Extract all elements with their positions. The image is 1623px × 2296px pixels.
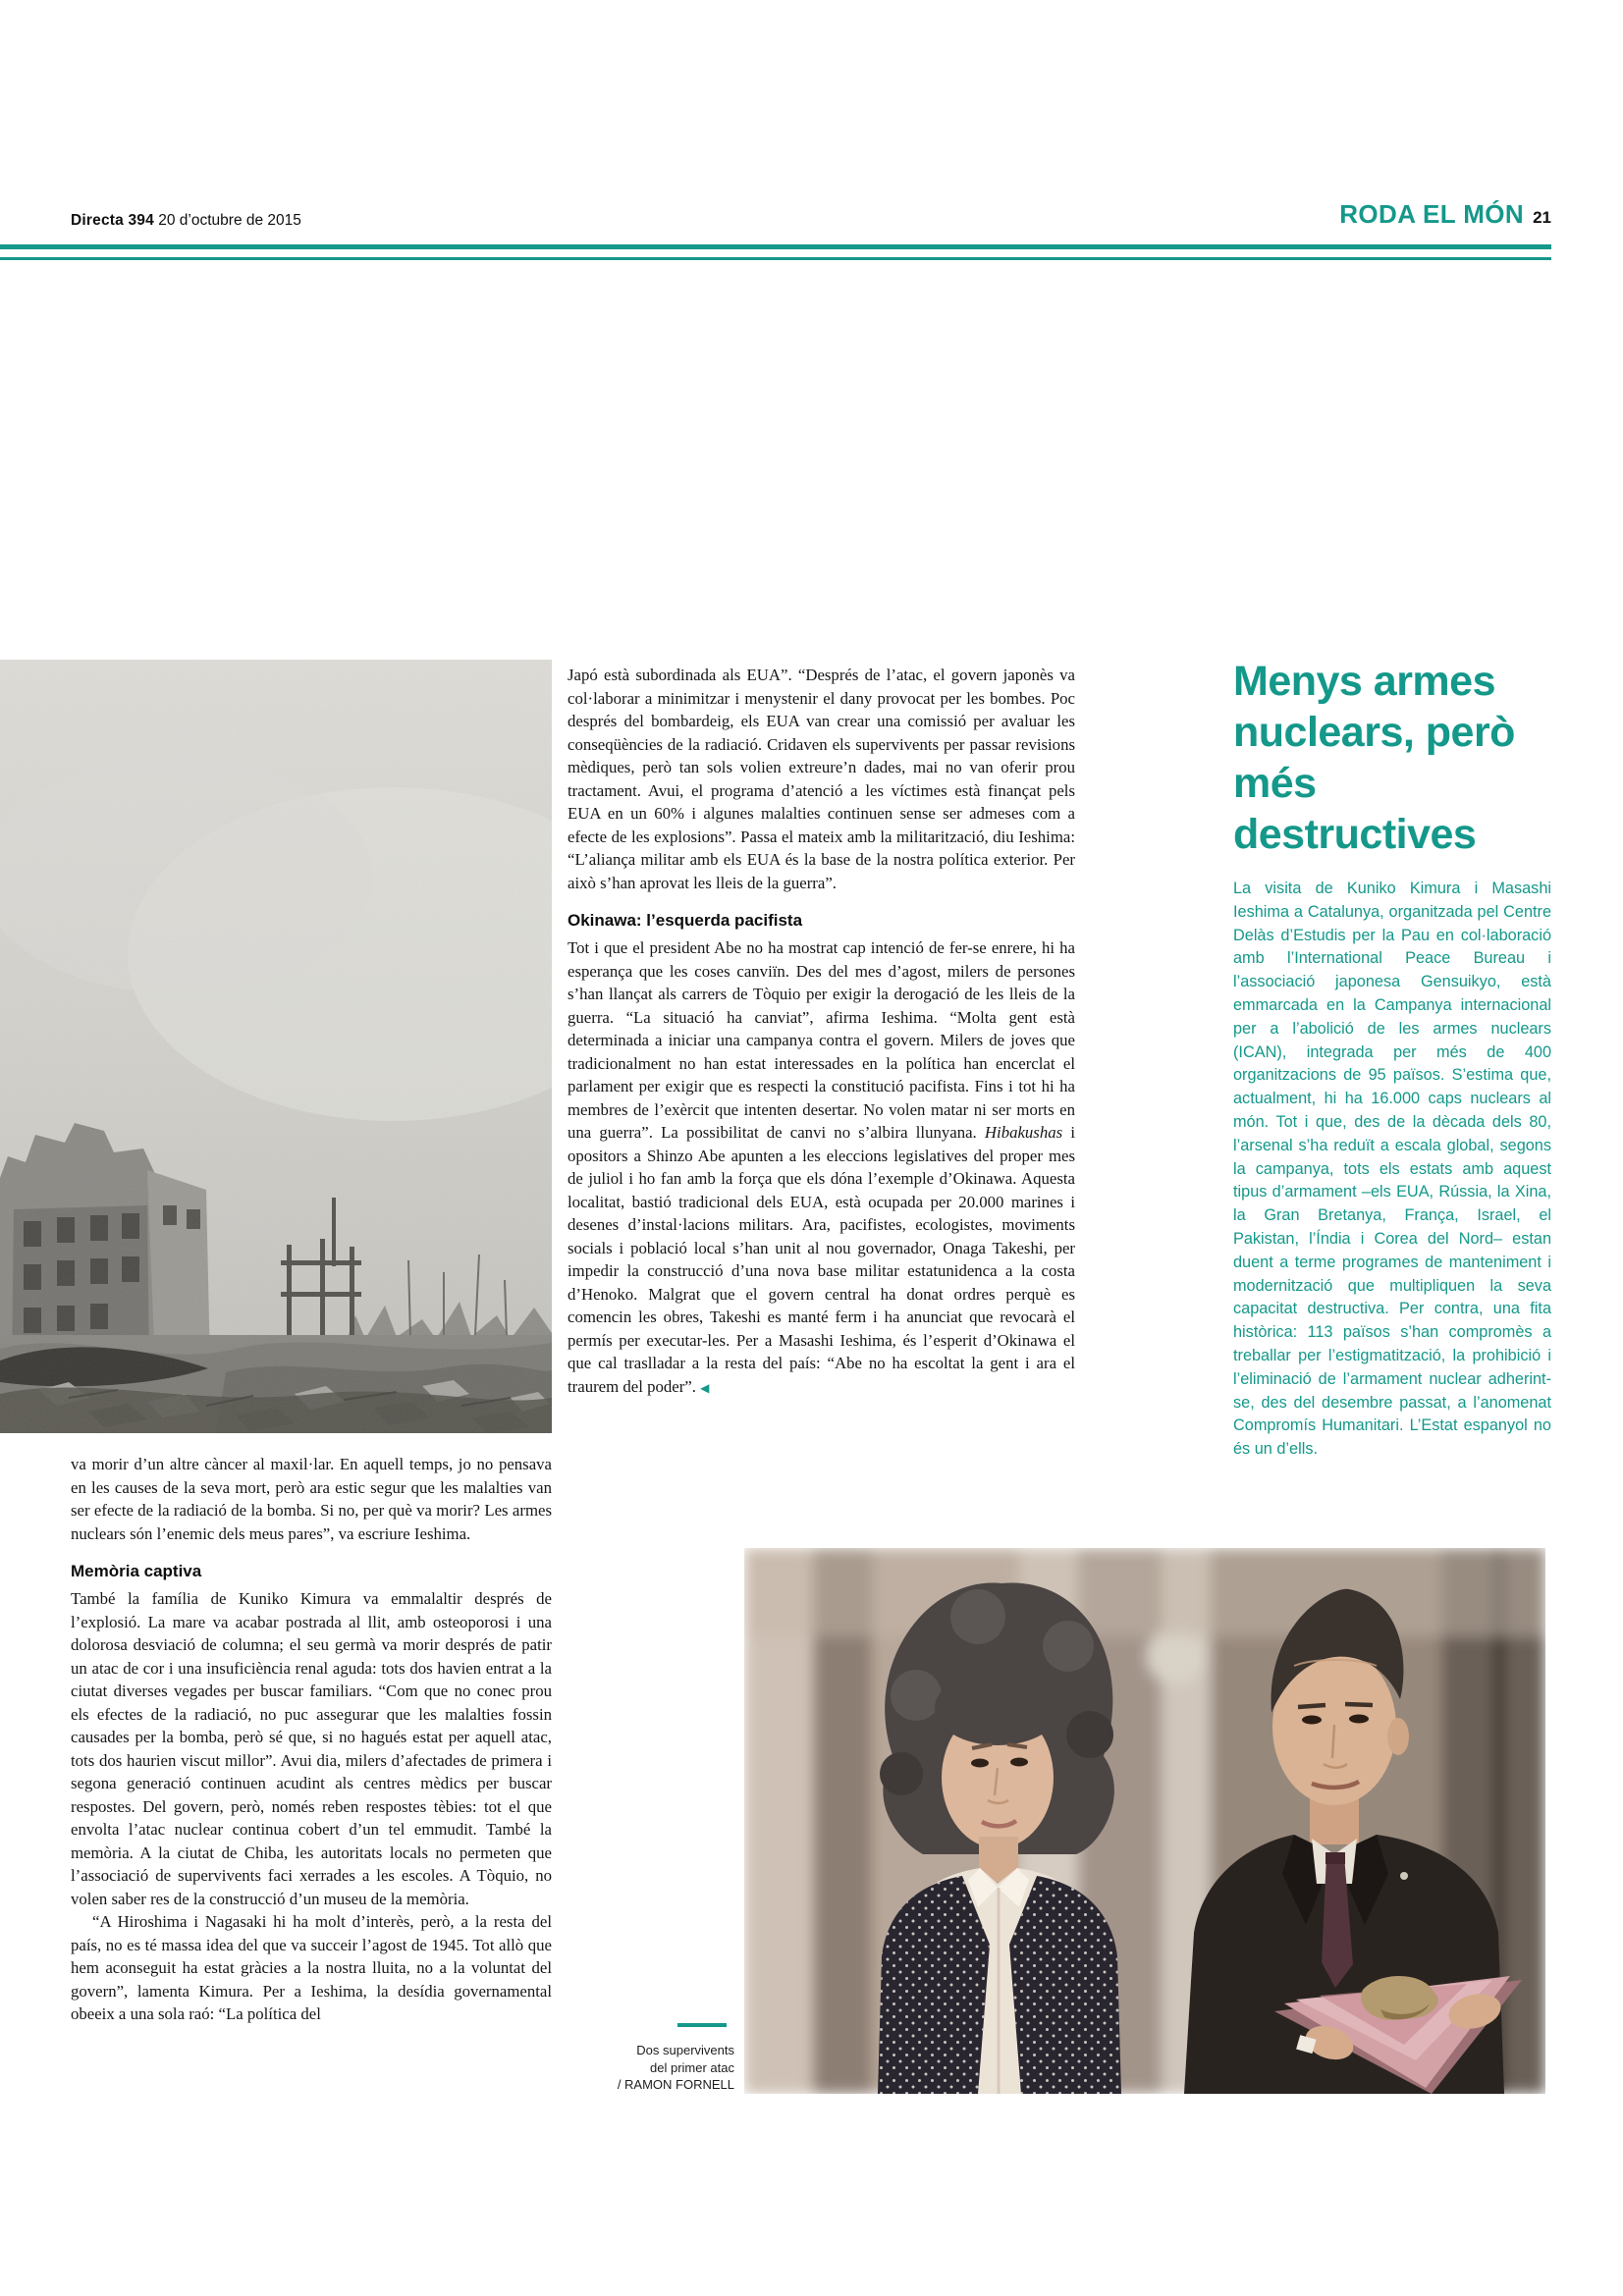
survivors-illustration: [744, 1548, 1545, 2094]
section-header: [1339, 199, 1551, 230]
article-end-mark-icon: ◀: [700, 1380, 710, 1395]
header-rule-thick: [0, 244, 1551, 249]
hiroshima-ruins-illustration: [0, 660, 552, 1433]
left-paragraph-2: També la família de Kuniko Kimura va emmalaltir després de l’explosió. La mare va acabar postrada al llit, amb osteoporosi i una dolorosa desviació de columna; el seu germà va morir després de patir un atac de cor i una insuficiència renal aguda: tots dos havien entrat a la ciutat diverses vegades per buscar familiars. “Com que no conec prou els efectes de la radiació, no puc assegurar que les malalties fossin causades per la bomba, però sé que, si no hagués estat per aquell atac, tots dos haurien viscut millor”. Avui dia, milers d’afectades de primera i segona generació continuen acudint als centres mèdics per buscar respostes. Del govern, però, només reben respostes tèbies: tot el que envolta l’atac nuclear continua cobert d’un tel emmudit. També la memòria. A la ciutat de Chiba, les autoritats locals no permeten que l’associació de supervivents faci xerrades a les escoles. A Tòquio, no volen saber res de la construcció d’un museu de la memòria.: [71, 1589, 552, 1908]
caption-line-1: Dos supervivents: [636, 2043, 734, 2057]
middle-paragraph-2: [568, 936, 1075, 1400]
masthead: [71, 212, 301, 230]
left-paragraph-3: “A Hiroshima i Nagasaki hi ha molt d’interès, però, a la resta del país, no es té massa idea del que va succeir l’agost de 1945. Tot allò que hem aconseguit ha estat gràcies a la nostra lluita, no a la voluntat del govern”, lamenta Kimura. Per a Ieshima, la desídia governamental obeeix a una sola raó: “La política del: [71, 1912, 552, 2023]
middle-paragraph-2-text: Tot i que el president Abe no ha mostrat cap intenció de fer-se enrere, hi ha esperança que les coses canviïn. Des del mes d’agost, milers de persones s’han llançat als carrers de Tòquio per exigir la derogació de les lleis de la guerra. “La situació ha canviat”, afirma Ieshima. “Molta gent està determinada a iniciar una campanya contra el govern. Milers de joves que tradicionalment no han estat interessades en la política han encerclat el parlament per exigir que es respecti la constitució pacifista. Fins i tot hi ha membres de l’exèrcit que intenten desertar. No volen matar ni ser morts en una guerra”. La possibilitat de canvi no s’albira llunyana.: [568, 938, 1075, 1142]
subhead-memoria-captiva: Memòria captiva: [71, 1562, 202, 1580]
hiroshima-ruins-photo: [0, 660, 552, 1433]
subhead-okinawa: Okinawa: l’esquerda pacifista: [568, 911, 803, 930]
caption-rule: [677, 2023, 727, 2027]
issue-date: 20 d’octubre de 2015: [158, 212, 301, 229]
issue-label: Directa 394: [71, 212, 154, 229]
page-number: 21: [1533, 208, 1551, 227]
header-rule-thin: [0, 257, 1551, 260]
caption-credit: / RAMON FORNELL: [617, 2077, 734, 2092]
left-column: [71, 1453, 552, 2026]
woman-survivor: [878, 1582, 1121, 2094]
sidebar-body: La visita de Kuniko Kimura i Masashi Ieshima a Catalunya, organitzada pel Centre Delàs d’Estudis per la Pau en col·laboració amb l’International Peace Bureau i l’associació japonesa Gensuikyo, està emmarcada en la Campanya internacional per a l’abolició de les armes nuclears (ICAN), integrada per més de 400 organitzacions de 95 països. S’estima que, actualment, hi ha 16.000 caps nuclears al món. Tot i que, des de la dècada dels 80, l’arsenal s’ha reduït a escala global, segons la campanya, tots els estats amb aquest tipus d’armament –els EUA, Rússia, la Xina, la Gran Bretanya, França, Israel, el Pakistan, l’Índia i Corea del Nord– estan duent a terme programes de manteniment i modernització que multipliquen la seva capacitat destructiva. Per contra, una fita històrica: 113 països s’han compromès a treballar per l’estigmatització, la prohibició i l’eliminació de l’armament nuclear adherint-se, des del desembre passat, a l’anomenat Compromís Humanitari. L’Estat espanyol no és un d’ells.: [1233, 880, 1551, 1459]
photo-caption: [550, 2042, 734, 2094]
hibakushas-italic: Hibakushas: [984, 1123, 1063, 1142]
middle-column: [568, 664, 1075, 1400]
middle-paragraph-1: Japó està subordinada als EUA”. “Després de l’atac, el govern japonès va col·laborar a minimitzar i menystenir el dany provocat per les bombes. Poc després del bombardeig, els EUA van crear una comissió per avaluar les conseqüències de la radiació. Cridaven els supervivents per passar revisions mèdiques, però tan sols volien extreure’n dades, mai no van oferir prou tractament. Avui, el programa d’atenció a les víctimes està finançat pels EUA en un 60% i algunes malalties continuen sense ser admeses com a efecte de les explosions”. Passa el mateix amb la militarització, diu Ieshima: “L’aliança militar amb els EUA és la base de la nostra política exterior. Per això s’han aprovat les lleis de la guerra”.: [568, 666, 1075, 892]
sidebar-headline: Menys armes nuclears, però més destructives: [1233, 658, 1515, 858]
survivors-photo: [744, 1548, 1545, 2094]
section-title: RODA EL MÓN: [1339, 199, 1525, 229]
caption-line-2: del primer atac: [650, 2059, 734, 2075]
middle-paragraph-2-text-end: i opositors a Shinzo Abe apunten a les eleccions legislatives del proper mes de juliol i ho fan amb la força que els dóna l’exemple d’Okinawa. Aquesta localitat, bastió tradicional dels EUA, està ocupada per 20.000 marines i desenes d’instal·lacions militars. Ara, pacifistes, ecologistes, moviments socials i població local s’han unit al nou governador, Onaga Takeshi, per impedir la construcció d’una nova base militar estatunidenca a la costa d’Henoko. Malgrat que el govern central ha donat ordres perquè es comencin les obres, Takeshi es manté ferm i ha anunciat que revocarà el permís per executar-les. Per a Masashi Ieshima, és l’esperit d’Okinawa el que cal traslladar a la resta del país: “Abe no ha escoltat la gent i ara el traurem del poder”.: [568, 1123, 1075, 1396]
sidebar-column: [1233, 656, 1551, 1462]
left-paragraph-1: va morir d’un altre càncer al maxil·lar. En aquell temps, jo no pensava en les causes de la seva mort, però ara estic segur que les malalties van ser efecte de la radiació de la bomba. Si no, per què va morir? Les armes nuclears són l’enemic dels meus pares”, va escriure Ieshima.: [71, 1455, 552, 1543]
